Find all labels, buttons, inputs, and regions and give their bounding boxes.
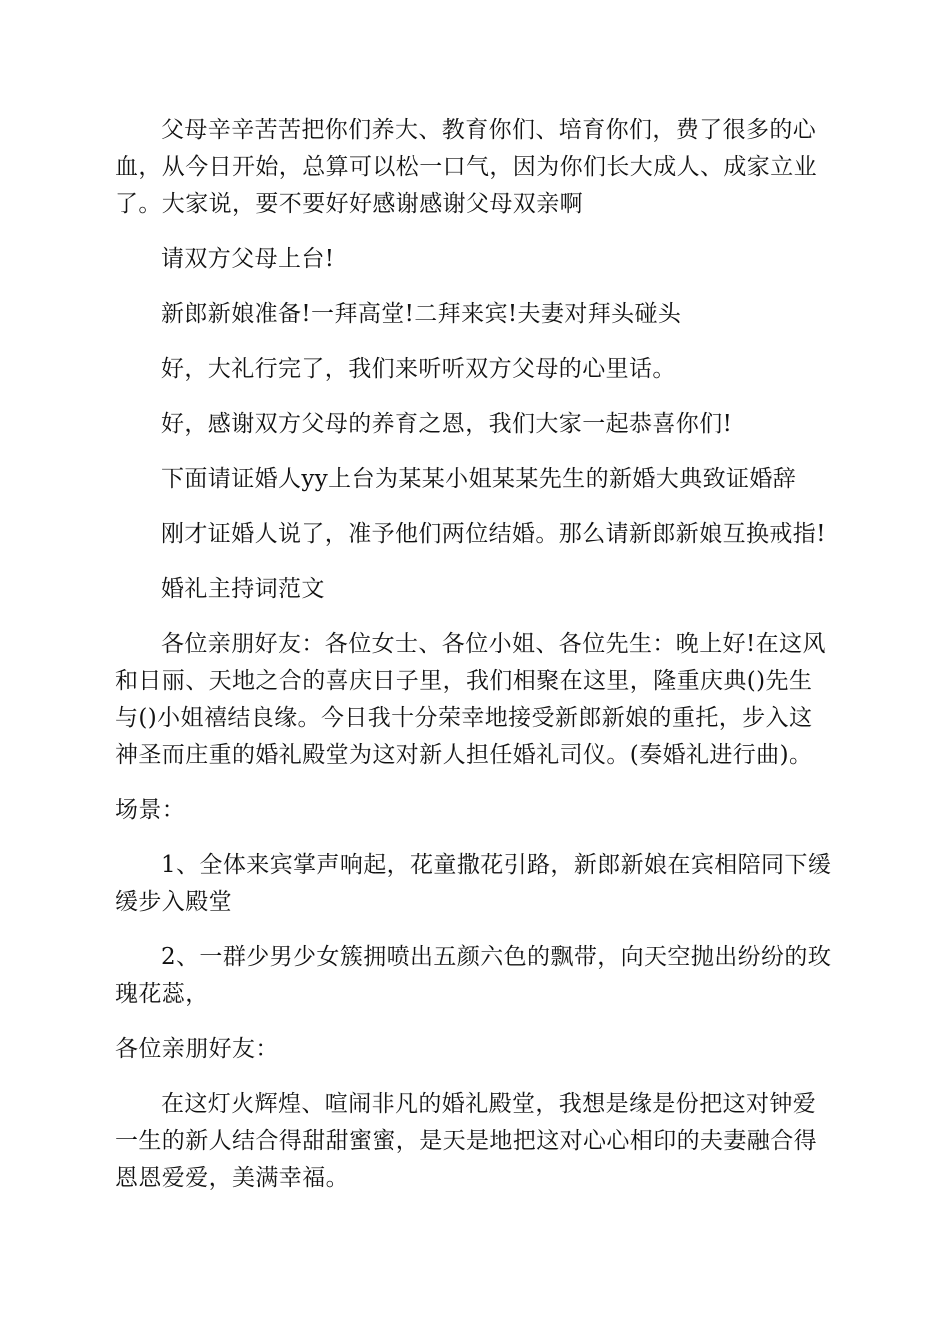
section-heading: 婚礼主持词范文 [161, 576, 325, 602]
list-item: 1、全体来宾掌声响起，花童撒花引路，新郎新娘在宾相陪同下缓缓步入殿堂 [115, 852, 832, 915]
paragraph: 好，感谢双方父母的养育之恩，我们大家一起恭喜你们! [161, 411, 733, 437]
paragraph: 各位亲朋好友：各位女士、各位小姐、各位先生：晚上好!在这风和日丽、天地之合的喜庆日子里，我们相聚在这里，隆重庆典()先生与()小姐禧结良缘。今日我十分荣幸地接受新郎新娘的重托，步入这神圣而庄重的婚礼殿堂为这对新人担任婚礼司仪。(奏婚礼进行曲)。 [115, 631, 826, 768]
document-body [115, 112, 835, 1215]
list-item: 2、一群少男少女簇拥喷出五颜六色的飘带，向天空抛出纷纷的玫瑰花蕊， [115, 944, 832, 1007]
paragraph: 在这灯火辉煌、喧闹非凡的婚礼殿堂，我想是缘是份把这对钟爱一生的新人结合得甜甜蜜蜜，是天是地把这对心心相印的夫妻融合得恩恩爱爱，美满幸福。 [115, 1091, 817, 1191]
paragraph: 刚才证婚人说了，准予他们两位结婚。那么请新郎新娘互换戒指! [161, 521, 826, 547]
paragraph: 请双方父母上台! [161, 246, 335, 272]
scene-label: 场景： [115, 797, 186, 823]
paragraph: 好，大礼行完了，我们来听听双方父母的心里话。 [161, 356, 676, 382]
paragraph: 新郎新娘准备!一拜高堂!二拜来宾!夫妻对拜头碰头 [161, 301, 682, 327]
paragraph: 下面请证婚人yy上台为某某小姐某某先生的新婚大典致证婚辞 [161, 466, 797, 492]
greeting-label: 各位亲朋好友： [115, 1036, 279, 1062]
paragraph: 父母辛辛苦苦把你们养大、教育你们、培育你们，费了很多的心血，从今日开始，总算可以松一口气，因为你们长大成人、成家立业了。大家说，要不要好好感谢感谢父母双亲啊 [115, 117, 817, 217]
